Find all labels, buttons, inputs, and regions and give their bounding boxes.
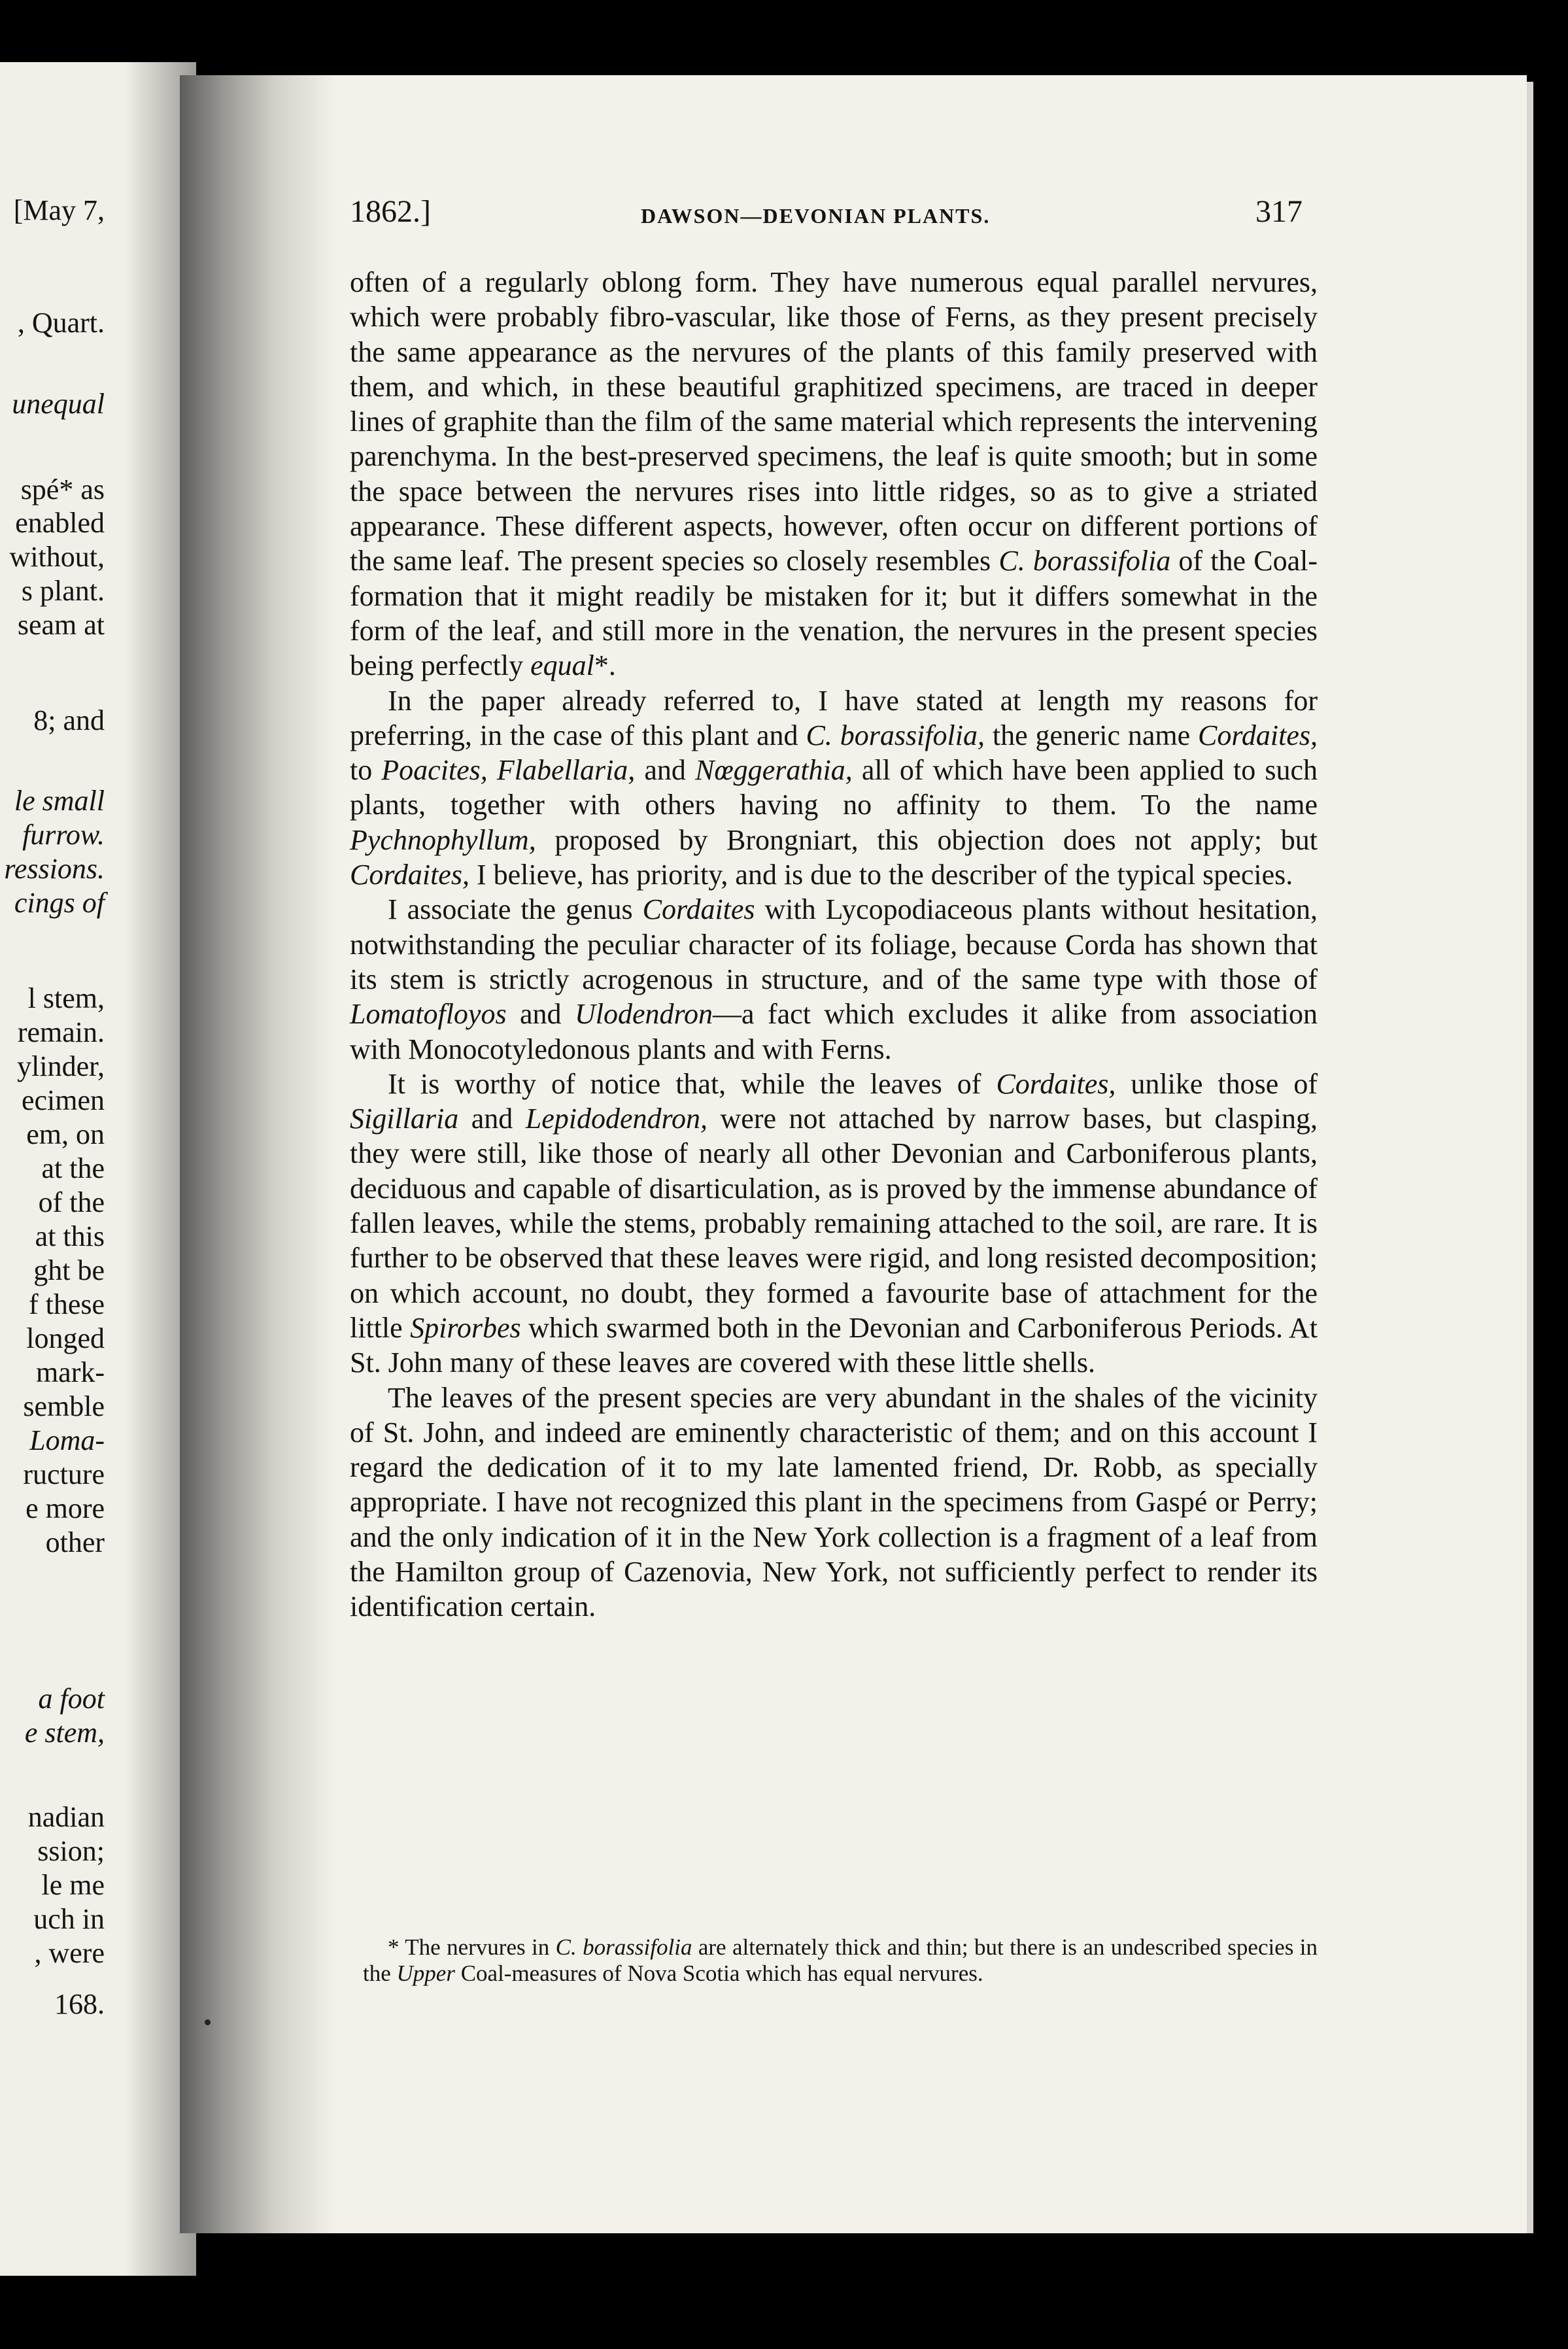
text-run: of the Coal-formation that it might readily be mistaken for it; but it differs somewhat in the form of the leaf, and still more in the venation, the nervures in the present species being perfectly [350, 545, 1318, 682]
left-page-line: longed [26, 1322, 105, 1354]
left-page-line: e more [26, 1492, 105, 1524]
italic-term: Cordaites, [996, 1067, 1116, 1100]
left-page-line: em, on [26, 1118, 105, 1150]
left-page-line: nadian [27, 1801, 105, 1833]
left-page-line: mark- [35, 1356, 105, 1388]
text-run: with Lycopodiaceous plants without hesitation, notwithstanding the peculiar character of its foliage, because Corda has shown that its stem is strictly acrogenous in structure, and of the same type with those of [350, 893, 1318, 995]
text-run: unlike those of [1116, 1067, 1318, 1100]
text-run: are alternately thick and thin; but there is an undescribed species in the [363, 1934, 1318, 1986]
left-page-line: f these [28, 1288, 105, 1320]
paragraph [350, 265, 1318, 683]
italic-term: equal [530, 649, 594, 682]
paragraph [350, 892, 1318, 1066]
left-page-line: spé* as [20, 473, 105, 506]
text-run: Coal-measures of Nova Scotia which has equal nervures. [454, 1961, 983, 1986]
text-run: proposed by Brongniart, this objection does not apply; but [536, 823, 1318, 856]
left-page-line: ght be [33, 1254, 105, 1286]
text-run: often of a regularly oblong form. They have numerous equal parallel nervures, which were probably fibro-vascular, like those of Ferns, as they present precisely the same appearance as the nervures of the plants of this family preserved with them, and which, in these beautiful graphitized specimens, are traced in deeper lines of graphite than the film of the same material which represents the intervening parenchyma. In the best-preserved specimens, the leaf is quite smooth; but in some the space between the nervures rises into little ridges, so as to give a striated appearance. These different aspects, however, often occur on different portions of the same leaf. The present species so closely resembles [350, 266, 1318, 577]
left-page-line: 168. [54, 1988, 105, 2020]
left-page-line: ecimen [21, 1084, 105, 1116]
left-page-line: uch in [33, 1903, 105, 1935]
italic-term: Spirorbes [410, 1311, 521, 1344]
left-page-line: a foot [38, 1683, 105, 1715]
text-run: which swarmed both in the Devonian and Carboniferous Periods. At St. John many of these leaves are covered with these little shells. [350, 1311, 1318, 1379]
text-run: and [458, 1103, 526, 1135]
text-run: *. [594, 649, 616, 682]
left-page-line: at the [41, 1152, 105, 1184]
italic-term: C. borassifolia [998, 545, 1171, 577]
footnote [363, 1934, 1318, 1987]
text-run: The leaves of the present species are very abundant in the shales of the vicinity of St. John, and indeed are eminently characteristic of them; and on this account I regard the dedication of it to my late lamented friend, Dr. Robb, as specially appropriate. I have not recognized this plant in the specimens from Gaspé or Perry; and the only indication of it in the New York collection is a fragment of a leaf from the Hamilton group of Cazenovia, New York, not sufficiently perfect to render its identification certain. [350, 1381, 1318, 1623]
left-page-line: , Quart. [17, 307, 105, 339]
left-page-line: unequal [12, 388, 105, 420]
text-run: were not attached by narrow bases, but clasping, they were still, like those of nearly all other Devonian and Carboniferous plants, deciduous and capable of disarticulation, as is proved by the immense abundance of fallen leaves, while the stems, probably remaining attached to the soil, are rare. It is further to be observed that these leaves were rigid, and long resisted decomposition; on which account, no doubt, they formed a favourite base of attachment for the little [350, 1103, 1318, 1344]
binding-gutter-shadow [180, 75, 337, 2233]
left-page-line: remain. [17, 1016, 105, 1048]
italic-term: Lomatofloyos [350, 998, 507, 1031]
left-page-line: ructure [23, 1458, 105, 1490]
paragraph [350, 683, 1318, 893]
italic-term: C. borassifolia [555, 1934, 692, 1960]
italic-term: Pychnophyllum, [350, 823, 536, 856]
italic-term: Cordaites [642, 893, 755, 926]
italic-term: Poacites, Flabellaria, [381, 754, 636, 787]
text-run: It is worthy of notice that, while the leaves of [388, 1067, 997, 1100]
text-run: I associate the genus [388, 893, 643, 926]
text-run: I believe, has priority, and is due to the describer of the typical species. [469, 859, 1293, 891]
italic-term: Nœggerathia, [694, 754, 853, 787]
page-number: 317 [1255, 194, 1303, 229]
left-page-line: cings of [14, 887, 105, 919]
text-run: —a fact which excludes it alike from association with Monocotyledonous plants and with Ferns. [350, 998, 1318, 1065]
left-page-line: le small [14, 785, 105, 817]
left-page-line: , were [34, 1937, 105, 1969]
italic-term: Cordaites, [1198, 719, 1318, 751]
paragraph [350, 1380, 1318, 1624]
italic-term: Sigillaria [350, 1103, 459, 1135]
left-page-line: e stem, [24, 1717, 105, 1749]
left-page-line: enabled [15, 507, 105, 539]
text-run: In the paper already referred to, I have stated at length my reasons for preferring, in the case of this plant and [350, 684, 1318, 751]
ink-speck [205, 2019, 211, 2025]
header-year: 1862.] [350, 194, 431, 229]
left-page-line: ssion; [37, 1835, 105, 1867]
left-page-line: at this [35, 1220, 105, 1252]
body-text [350, 265, 1318, 1624]
text-run: to [350, 754, 382, 787]
left-page-line: [May 7, [13, 194, 105, 226]
left-page-line: ressions. [4, 853, 105, 885]
left-page-line: Loma- [29, 1424, 105, 1456]
running-title: DAWSON—DEVONIAN PLANTS. [641, 204, 991, 228]
left-page-line: s plant. [21, 575, 105, 607]
left-page-line: le me [41, 1869, 105, 1901]
left-page-line: ylinder, [17, 1050, 105, 1082]
italic-term: Ulodendron [574, 998, 713, 1031]
left-page-line: furrow. [22, 819, 105, 851]
left-page-line: semble [23, 1390, 105, 1422]
text-run: * The nervures in [388, 1934, 556, 1960]
left-page-line: seam at [17, 609, 105, 641]
page-edge [1527, 82, 1533, 2233]
italic-term: Upper [396, 1961, 455, 1986]
italic-term: C. borassifolia, [806, 719, 985, 751]
left-page-line: other [45, 1526, 105, 1558]
text-run: and [506, 998, 575, 1031]
paragraph [350, 1067, 1318, 1380]
italic-term: Cordaites, [350, 859, 469, 891]
left-page-line: 8; and [33, 704, 105, 736]
left-page-line: without, [9, 541, 105, 573]
left-page-line: of the [38, 1186, 105, 1218]
text-run: the generic name [984, 719, 1199, 751]
left-page-line: l stem, [27, 982, 105, 1014]
text-run: and [635, 754, 695, 787]
italic-term: Lepidodendron, [525, 1103, 708, 1135]
text-run: all of which have been applied to such plants, together with others having no affinity to them. To the name [350, 754, 1318, 821]
